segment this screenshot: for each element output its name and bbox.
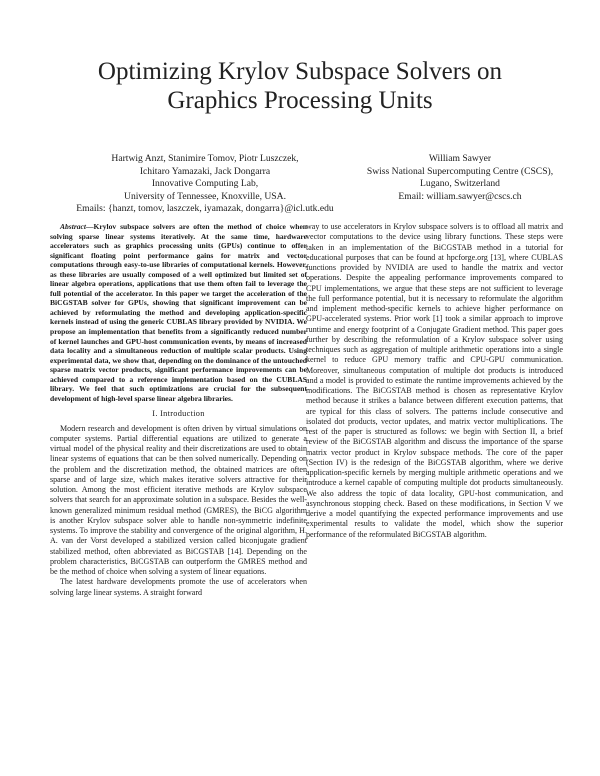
author-name: William Sawyer [428, 153, 492, 164]
paper-title [0, 57, 600, 115]
title-line-1: Optimizing Krylov Subspace Solvers on [97, 58, 503, 85]
author-affiliation-line-2: Lugano, Switzerland [420, 178, 500, 189]
author-affiliation-line-1: Innovative Computing Lab, [151, 178, 259, 189]
abstract-lead: Abstract [60, 222, 86, 231]
author-block-left [52, 153, 358, 216]
right-column [306, 222, 563, 540]
intro-paragraph-1: Modern research and development is often driven by virtual simulations on computer systems. Partial differential equations are utilized to generate a virtual model of the physical reality and their discretizations are used to obtain linear systems of equations that can be then solved numerically. Depending on the problem and the discretization method, the obtained matrices are often sparse and of large size, which makes iterative solvers attractive for their solution. Among the most efficient iterative methods are Krylov subspace solvers that search for an approximate solution in a subspace. Besides the well-known generalized minimum residual method (GMRES), the BiCG algorithm is another Krylov subspace solver able to handle non-symmetric indefinite systems. To improve the stability and convergence of the original algorithm, H. A. van der Vorst developed a stabilized version called biconjugate gradient stabilized method, often abbreviated as BiCGSTAB [14]. Depending on the problem characteristics, BiCGSTAB can outperform the GMRES method and be the method of choice when solving a system of linear equations. [50, 423, 307, 577]
abstract-text: —Krylov subspace solvers are often the method of choice when solving sparse linear systems iteratively. At the same time, hardware accelerators such as graphics processing units (GPUs) continue to offer significant floating point performance gains for matrix and vector computations through easy-to-use libraries of computational kernels. However, as these libraries are usually composed of a well optimized but limited set of linear algebra operations, applications that use them often fail to leverage the full potential of the accelerator. In this paper we target the acceleration of the BiCGSTAB solver for GPUs, showing that significant improvement can be achieved by reformulating the method and developing application-specific kernels instead of using the generic CUBLAS library provided by NVIDIA. We propose an implementation that benefits from a significantly reduced number of kernel launches and GPU-host communication events, by means of increased data locality and a simultaneous reduction of multiple scalar products. Using experimental data, we show that, depending on the dominance of the untouched sparse matrix vector products, significant performance improvements can be achieved compared to a reference implementation based on the CUBLAS library. We feel that such optimizations are crucial for the subsequent development of high-level sparse linear algebra libraries. [50, 222, 307, 403]
author-affiliation-line-2: University of Tennessee, Knoxville, USA. [124, 190, 286, 202]
author-names-line-2: Ichitaro Yamazaki, Jack Dongarra [139, 165, 271, 177]
author-email: Email: william.sawyer@cscs.ch [398, 190, 522, 202]
abstract [50, 222, 307, 403]
author-block-right [335, 153, 585, 203]
author-names-line-1: Hartwig Anzt, Stanimire Tomov, Piotr Luszczek, [111, 153, 299, 164]
intro-paragraph-2: The latest hardware developments promote the use of accelerators when solving large linear systems. A straight forward [50, 577, 307, 597]
author-affiliation-line-1: Swiss National Supercomputing Centre (CSCS), [366, 165, 554, 177]
intro-paragraph-continued: way to use accelerators in Krylov subspace solvers is to offload all matrix and vector computations to the device using library functions. These steps were taken in an implementation of the BiCGSTAB method in a tutorial for educational purposes that can be found at hpcforge.org [13], where CUBLAS functions provided by NVIDIA are used to handle the matrix and vector operations. Despite the appealing performance improvements compared to CPU implementations, we argue that these steps are not sufficient to leverage the full performance potential, but it is necessary to reformulate the algorithm and implement method-specific kernels to achieve higher performance on GPU-accelerated systems. Prior work [1] took a similar approach to improve runtime and energy footprint of a Conjugate Gradient method. This paper goes further by describing the reformulation of a Krylov subspace solver using techniques such as aggregation of multiple arithmetic operations into a single kernel to reduce GPU memory traffic and CPU-GPU communication. Moreover, simultaneous computation of multiple dot products is introduced and a model is provided to estimate the runtime improvements achieved by the modifications. The BiCGSTAB method is chosen as representative Krylov method because it strikes a balance between different execution patterns, that are typical for this class of solvers. The patterns include consecutive and isolated dot products, vector updates, and matrix vector multiplications. The rest of the paper is structured as follows: we begin with Section II, a brief review of the BiCGSTAB algorithm and discuss the importance of the sparse matrix vector product in Krylov subspace methods. The core of the paper (Section IV) is the redesign of the BiCGSTAB algorithm, where we derive application-specific kernels by merging multiple arithmetic operations and we introduce a kernel capable of computing multiple dot products simultaneously. We also address the topic of data locality, GPU-host communication, and asynchronous stopping check. Based on these modifications, in Section V we derive a model quantifying the expected performance improvements and use experimental results to validate the model, which show the superior performance of the reformulated BiCGSTAB algorithm. [306, 222, 563, 539]
left-column [50, 222, 307, 598]
author-email: Emails: {hanzt, tomov, laszczek, iyamazak, dongarra}@icl.utk.edu [76, 203, 334, 214]
section-heading-introduction: I. Introduction [152, 409, 205, 419]
title-line-2: Graphics Processing Units [167, 87, 433, 114]
